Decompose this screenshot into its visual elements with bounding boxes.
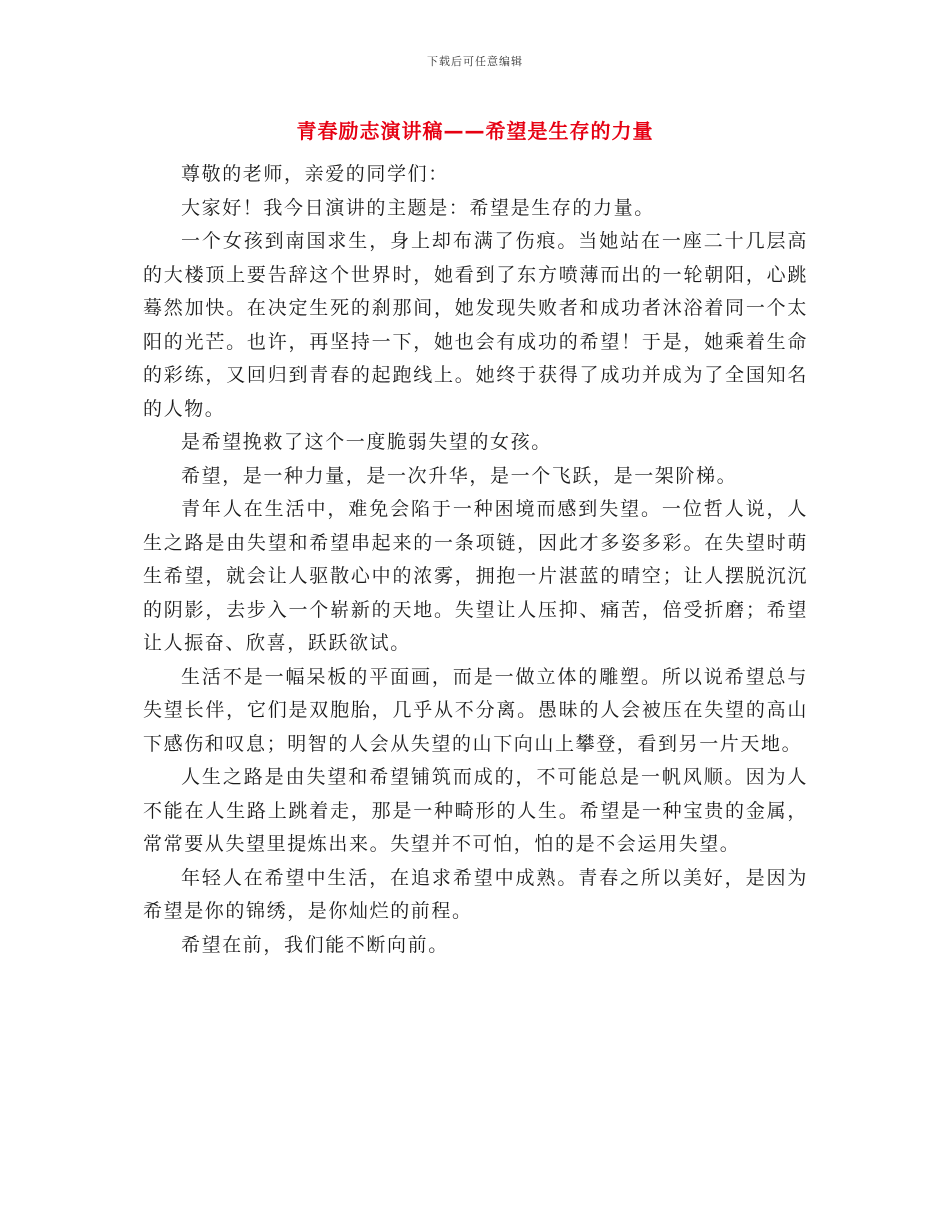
- paragraph-rescue: 是希望挽救了这个一度脆弱失望的女孩。: [181, 431, 552, 453]
- document-body: [143, 158, 808, 962]
- document-title: 青春励志演讲稿——希望是生存的力量: [296, 119, 654, 143]
- paragraph-hope-definition: 希望，是一种力量，是一次升华，是一个飞跃，是一架阶梯。: [181, 464, 738, 487]
- paragraph-youth-difficulty: 青年人在生活中，难免会陷于一种困境而感到失望。一位哲人说，人生之路是由失望和希望串起来的一条项链，因此才多姿多彩。在失望时萌生希望，就会让人驱散心中的浓雾，拥抱一片湛蓝的晴空；让人摆脱沉沉的阴影，去步入一个崭新的天地。失望让人压抑、痛苦，倍受折磨；希望让人振奋、欣喜，跃跃欲试。: [143, 498, 808, 654]
- paragraph-story: 一个女孩到南国求生，身上却布满了伤痕。当她站在一座二十几层高的大楼顶上要告辞这个世界时，她看到了东方喷薄而出的一轮朝阳，心跳蓦然加快。在决定生死的刹那间，她发现失败者和成功者沐浴着同一个太阳的光芒。也许，再坚持一下，她也会有成功的希望！于是，她乘着生命的彩练，又回归到青春的起跑线上。她终于获得了成功并成为了全国知名的人物。: [143, 230, 808, 420]
- paragraph-topic: 大家好！我今日演讲的主题是：希望是生存的力量。: [181, 196, 655, 219]
- paragraph-greeting: 尊敬的老师，亲爱的同学们：: [181, 163, 449, 185]
- page-header-note: 下载后可任意编辑: [427, 55, 523, 68]
- paragraph-closing: 希望在前，我们能不断向前。: [181, 933, 449, 956]
- paragraph-youth-hope: 年轻人在希望中生活，在追求希望中成熟。青春之所以美好，是因为希望是你的锦绣，是你灿烂的前程。: [143, 866, 808, 922]
- paragraph-life-road: 人生之路是由失望和希望铺筑而成的，不可能总是一帆风顺。因为人不能在人生路上跳着走，那是一种畸形的人生。希望是一种宝贵的金属，常常要从失望里提炼出来。失望并不可怕，怕的是不会运用失望。: [143, 766, 808, 855]
- paragraph-life-sculpture: 生活不是一幅呆板的平面画，而是一做立体的雕塑。所以说希望总与失望长伴，它们是双胞胎，几乎从不分离。愚昧的人会被压在失望的高山下感伤和叹息；明智的人会从失望的山下向山上攀登，看到另一片天地。: [143, 665, 808, 755]
